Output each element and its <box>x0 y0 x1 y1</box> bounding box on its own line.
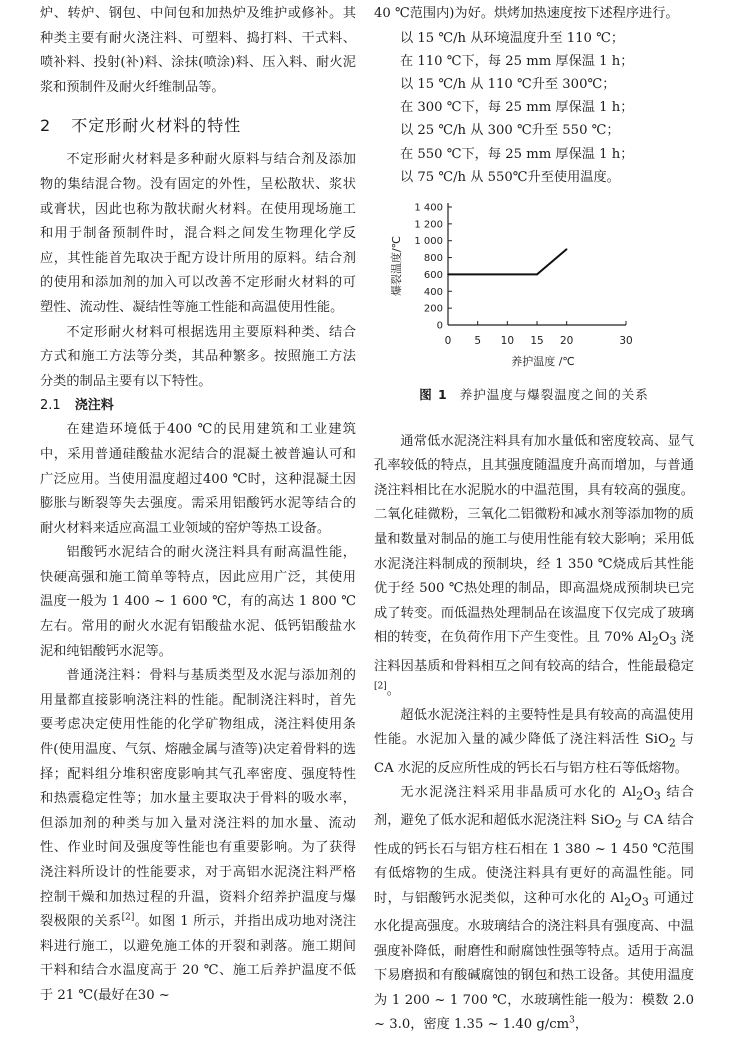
x-axis-label: 养护温度 /℃ <box>511 355 575 369</box>
paragraph-6-text: O <box>658 630 670 646</box>
paragraph-7 <box>374 704 694 781</box>
reference-2: [2] <box>374 681 387 692</box>
subscript: 3 <box>669 635 677 648</box>
schedule-step: 以 15 ℃/h 从 110 ℃升至 300℃； <box>400 77 616 92</box>
paragraph-2: 不定形耐火材料可根据选用主要原料种类、结合方式和施工方法等分类，其品种繁多。按照施工方法分类的制品主要有以下特性。 <box>40 324 356 389</box>
y-tick-label: 200 <box>423 303 443 315</box>
data-point <box>566 248 568 250</box>
paragraph-5 <box>40 664 356 1008</box>
x-tick-label: 5 <box>474 335 482 348</box>
paragraph-6-text: 通常低水泥浇注料具有加水量低和密度较高、显气孔率较低的特点，且其强度随温度升高而增加，与普通浇注料相比在水泥脱水的中温范围，具有较高的强度。二氧化硅微粉，三氧化二铝微粉和减水剂等添加物的质量和数量对制品的施工与使用性能有较大影响；采用低水泥浇注料制成的预制块，经 1 350 ℃烧成后其性能优于经 500 ℃热处理的制品，即高温烧成预制块已完成了转变。而低温热处理制品在该温度下仅完成了玻璃相的转变，在负荷作用下产生变性。且 70% Al <box>374 433 694 646</box>
schedule-step: 以 25 ℃/h 从 300 ℃升至 550 ℃； <box>400 123 620 139</box>
x-tick-label: 15 <box>530 335 544 348</box>
data-point <box>447 274 449 276</box>
paragraph-1: 不定形耐火材料是多种耐火原料与结合剂及添加物的集结混合物。没有固定的外性，呈松散状、浆状或膏状，因此也称为散状耐火材料。在使用现场施工和用于制备预制件时，混合料之间发生物理化学反应，其性能首先取决于配方设计所用的原料。结合剂的使用和添加剂的加入可以改善不定形耐火材料的可塑性、流动性、凝结性等施工性能和高温使用性能。 <box>40 152 356 315</box>
paragraph-6-text: 浇注料因基质和骨料相互之间有较高的结合，性能最稳定 <box>374 630 694 674</box>
section-heading <box>40 114 356 138</box>
schedule-step: 在 550 ℃下，每 25 mm 厚保温 1 h； <box>400 146 634 162</box>
series-line <box>448 249 567 274</box>
intro-paragraph: 炉、转炉、钢包、中间包和加热炉及维护或修补。其种类主要有耐火浇注料、可塑料、捣打料、干式料、喷补料、投射(补)料、涂抹(喷涂)料、压入料、耐火泥浆和预制件及耐火纤维制品等。 <box>40 6 356 95</box>
figure-caption-text: 养护温度与爆裂温度之间的关系 <box>459 387 649 403</box>
paragraph-7-text: 超低水泥浇注料的主要特性是具有较高的高温使用性能。水泥加入量的减少降低了浇注料活性 SiO <box>374 707 694 748</box>
paragraph-3: 在建造环境低于400 ℃的民用建筑和工业建筑中，采用普通硅酸盐水泥结合的混凝土被普遍认可和广泛应用。当使用温度超过400 ℃时，这种混凝土因膨胀与断裂等失去强度。需采用铝酸钙水泥等结合的耐火材料来适应高温工业领域的窑炉等热工设备。 <box>40 422 356 536</box>
y-tick-label: 800 <box>423 253 443 265</box>
paragraph-4: 铝酸钙水泥结合的耐火浇注料具有耐高温性能，快硬高强和施工简单等特点，因此应用广泛，其使用温度一般为 1 400 ~ 1 600 ℃，有的高达 1 800 ℃左右。常用的耐火水泥有铝酸盐水泥、低钙铝酸盐水泥和纯铝酸钙水泥等。 <box>40 545 356 659</box>
subsection-number: 2.1 <box>40 398 61 414</box>
right-column <box>374 2 694 1038</box>
paragraph-6 <box>374 430 694 704</box>
paragraph-7-text: 与 CA 水泥的反应所性成的钙长石与铝方柱石等低熔物。 <box>374 732 694 776</box>
subscript: 2 <box>651 635 659 648</box>
paragraph-8 <box>374 781 694 1038</box>
y-tick-label: 1 200 <box>414 219 443 231</box>
figure-1-chart <box>374 193 694 383</box>
subsection-heading <box>40 394 356 418</box>
schedule-step: 在 110 ℃下，每 25 mm 厚保温 1 h； <box>400 53 634 69</box>
paragraph-8-text: 可通过水化提高强度。水玻璃结合的浇注料具有强度高、中温强度补降低，耐磨性和耐腐蚀性强等特点。适用于高温下易磨损和有酸碱腐蚀的钢包和热工设备。其使用温度为 1 200 ~ 1 700 ℃，水玻璃性能一般为：模数 2.0 ~ 3.0，密度 1.35 ~ 1.40 g/cm <box>374 890 694 1033</box>
y-tick-label: 1 000 <box>414 236 443 248</box>
subscript: 3 <box>641 895 649 909</box>
x-tick-label: 10 <box>500 335 515 348</box>
paragraph-6-text: 。 <box>386 683 400 699</box>
y-tick-label: 1 400 <box>414 202 443 214</box>
figure-caption <box>374 383 694 408</box>
schedule-step: 在 300 ℃下，每 25 mm 厚保温 1 h； <box>400 100 634 116</box>
superscript: 3 <box>569 1016 575 1027</box>
schedule-step: 以 15 ℃/h 从环境温度升至 110 ℃； <box>400 30 625 46</box>
x-tick-label: 30 <box>619 335 633 348</box>
x-tick-label: 20 <box>559 335 574 348</box>
left-column <box>40 2 356 1009</box>
schedule-step: 以 75 ℃/h 从 550℃升至使用温度。 <box>400 169 620 185</box>
figure-label: 图 1 <box>419 387 448 403</box>
subscript: 2 <box>636 789 644 803</box>
data-point <box>536 274 538 276</box>
subsection-title: 浇注料 <box>74 398 114 414</box>
y-tick-label: 600 <box>423 269 443 281</box>
subscript: 2 <box>668 737 676 751</box>
section-title: 不定形耐火材料的特性 <box>71 116 242 136</box>
paragraph-8-text: 与 CA 结合性成的钙长石与铝方柱石相在 1 380 ~ 1 450 ℃范围有低熔物的生成。使浇注料具有更好的高温性能。同时，与铝酸钙水泥类似，这种可水化的 Al <box>374 813 694 906</box>
paragraph-8-text: O <box>643 785 654 801</box>
x-tick-label: 0 <box>444 335 452 348</box>
paragraph-5-text: 普通浇注料：骨料与基质类型及水泥与添加剂的用量都直接影响浇注料的性能。配制浇注料时，首先要考虑决定使用性能的化学矿物组成，浇注料使用条件(使用温度、气氛、熔融金属与渣等)决定着骨料的选择；配料组分堆积密度影响其气孔率密度、强度特性和热震稳定性等；加水量主要取决于骨料的吸水率，但添加剂的种类与加入量对浇注料的加水量、流动性、作业时间及强度等性能也有重要影响。为了获得浇注料所设计的性能要求，对于高铝水泥浇注料严格控制干燥和加热过程的升温，资料介绍养护温度与爆裂极限的关系 <box>40 668 356 930</box>
subscript: 3 <box>653 789 661 803</box>
paragraph-8-text: O <box>631 890 642 906</box>
paragraph-5-tail: 。如图 1 所示，并指出成功地对浇注料进行施工，以避免施工体的开裂和剥落。施工期间干料和结合水温度高于 20 ℃、施工后养护温度不低于 21 ℃(最好在30 ~ <box>40 914 357 1003</box>
paragraph-8-text: ， <box>574 1017 589 1033</box>
reference-2: [2] <box>121 912 135 923</box>
heating-schedule <box>374 27 694 189</box>
subscript: 2 <box>614 818 622 832</box>
section-number: 2 <box>40 116 52 136</box>
paragraph-8-text: 无水泥浇注料采用非晶质可水化的 Al <box>400 785 637 801</box>
subscript: 2 <box>624 895 632 909</box>
y-axis-label: 爆裂温度/℃ <box>390 235 403 297</box>
continuation-paragraph: 40 ℃范围内)为好。烘烤加热速度按下述程序进行。 <box>374 6 679 21</box>
paragraph-8-text: 结合剂，避免了低水泥和超低水泥浇注料 SiO <box>374 785 694 829</box>
y-tick-label: 0 <box>436 320 443 332</box>
y-tick-label: 400 <box>423 286 443 298</box>
chart-svg <box>374 193 694 383</box>
